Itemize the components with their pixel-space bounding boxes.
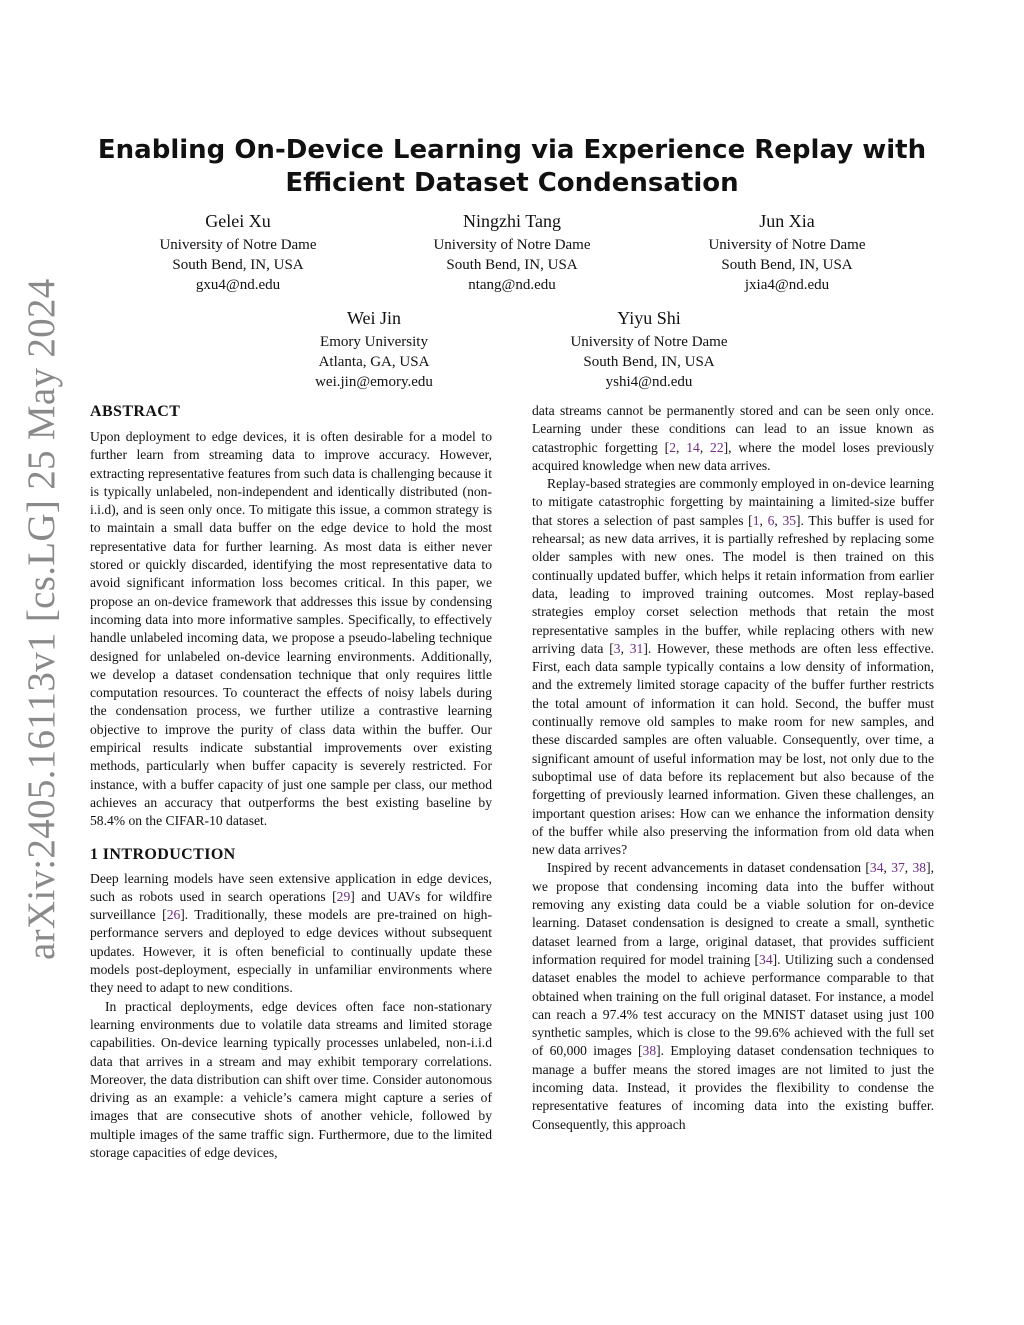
citation-link[interactable]: 34	[759, 951, 773, 967]
citation-link[interactable]: 2	[669, 439, 676, 455]
author-block-3	[687, 209, 887, 295]
left-column	[90, 402, 492, 1162]
abstract-heading: ABSTRACT	[90, 403, 181, 420]
paper-title	[90, 134, 934, 200]
author-name: Jun Xia	[759, 211, 815, 231]
citation-link[interactable]: 31	[629, 640, 644, 656]
intro-paragraph-1: Deep learning models have seen extensive application in edge devices, such as robots used in search operations [29] and UAVs for wildfire surveillance [26]. Traditionally, these models are pre-trained on high-performance servers and deployed to edge devices without subsequent updates. However, it is often beneficial to continually update these models post-deployment, especially in unfamiliar environments where they need to adapt to new conditions.	[90, 870, 492, 996]
citation-link[interactable]: 1	[752, 512, 760, 528]
intro-paragraph-2: In practical deployments, edge devices often face non-stationary learning environments due to volatile data streams and limited storage capabilities. On-device learning typically processes unlabeled, non-i.i.d data that arrives in a stream and may exhibit temporary correlations. Moreover, the data distribution can shift over time. Consider autonomous driving as an example: a vehicle’s camera might capture a series of images that are consecutive shots of another vehicle, followed by multiple images of the same traffic sign. Furthermore, due to the limited storage capacities of edge devices,	[90, 998, 492, 1160]
author-name: Wei Jin	[346, 308, 402, 328]
intro-paragraph-2-continued: data streams cannot be permanently stored and can be seen only once. Learning under these conditions can lead to an issue known as catastrophic forgetting [2, 14, 22], where the model loses previously acquired knowledge when new data arrives.	[532, 403, 935, 473]
author-location: South Bend, IN, USA	[583, 354, 715, 370]
citation-link[interactable]: 38	[912, 860, 927, 876]
right-column	[532, 402, 934, 1134]
author-name: Gelei Xu	[205, 211, 271, 231]
author-block-2	[412, 209, 612, 295]
citation-link[interactable]: 35	[782, 512, 797, 528]
author-email: yshi4@nd.edu	[605, 374, 693, 390]
citation-link[interactable]: 38	[642, 1043, 657, 1059]
author-email: ntang@nd.edu	[468, 277, 556, 293]
title-line-1: Enabling On-Device Learning via Experience Replay with	[97, 135, 927, 165]
author-location: Atlanta, GA, USA	[318, 354, 430, 370]
author-name: Yiyu Shi	[617, 308, 681, 328]
author-affiliation: University of Notre Dame	[159, 237, 317, 253]
intro-paragraph-4: Inspired by recent advancements in dataset condensation [34, 37, 38], we propose that condensing incoming data into the buffer without removing any existing data could be a viable solution for on-device learning. Dataset condensation is designed to create a small, synthetic dataset learned from a large, original dataset, that provides sufficient information required for model training [34]. Utilizing such a condensed dataset enables the model to achieve performance comparable to that obtained when training on the full original dataset. For instance, a model can reach a 97.4% test accuracy on the MNIST dataset using just 100 synthetic samples, which is close to the 99.6% achieved with the full set of 60,000 images [38]. Employing dataset condensation techniques to manage a buffer means the stored images are not limited to just the incoming data. Instead, it provides the flexibility to condense the representative features of incoming data into the existing buffer. Consequently, this approach	[532, 860, 934, 1132]
abstract-text: Upon deployment to edge devices, it is often desirable for a model to further learn from streaming data to improve accuracy. However, extracting representative features from such data is challenging because it is typically unlabeled, non-independent and identically distributed (non-i.i.d), and is seen only once. To mitigate this issue, a common strategy is to maintain a small data buffer on the edge device to hold the most representative data for further learning. As most data is either never stored or quickly discarded, identifying the most representative data to avoid significant information loss becomes critical. In this paper, we propose an on-device framework that addresses this issue by condensing incoming data into more informative samples. Specifically, to effectively handle unlabeled incoming data, we propose a pseudo-labeling technique designed for unlabeled on-device learning environments. Additionally, we develop a dataset condensation technique that only requires little computation resources. To counteract the effects of noisy labels during the condensation process, we further utilize a contrastive learning objective to improve the purity of class data within the buffer. Our empirical results indicate substantial improvements over existing methods, particularly when buffer capacity is severely restricted. For instance, with a buffer capacity of just one sample per class, our method achieves an accuracy that outperforms the best existing baseline by 58.4% on the CIFAR-10 dataset.	[90, 429, 492, 829]
author-location: South Bend, IN, USA	[721, 257, 853, 273]
citation-link[interactable]: 3	[613, 640, 621, 656]
author-affiliation: University of Notre Dame	[433, 237, 591, 253]
introduction-heading: 1 INTRODUCTION	[90, 845, 236, 863]
citation-link[interactable]: 29	[336, 888, 351, 904]
citation-link[interactable]: 6	[767, 512, 775, 528]
author-location: South Bend, IN, USA	[172, 257, 304, 273]
intro-paragraph-3: Replay-based strategies are commonly employed in on-device learning to mitigate catastrophic forgetting by maintaining a limited-size buffer that stores a selection of past samples [1, 6, 35]. This buffer is used for rehearsal; as new data arrives, it is partially refreshed by replacing some older samples with new ones. The model is then trained on this continually updated buffer, which helps it retain information from earlier data, leading to improved training outcomes. Most replay-based strategies employ corset selection methods that retain the most representative samples in the buffer, while replacing others with new arriving data [3, 31]. However, these methods are often less effective. First, each data sample typically contains a low density of information, and the extremely limited storage capacity of the buffer further restricts the total amount of information it can hold. Second, the buffer must continually remove old samples to make room for new samples, and these discarded samples are often valuable. Consequently, over time, a significant amount of useful information may be lost, not only due to the suboptimal use of data before its replacement but also because of the forgetting of previously learned information. Given these challenges, an important question arises: How can we enhance the information density of the buffer while also preserving the information from old data when new data arrives?	[532, 476, 935, 858]
author-location: South Bend, IN, USA	[446, 257, 578, 273]
citation-link[interactable]: 14	[686, 439, 700, 455]
arxiv-identifier: arXiv:2405.16113v1 [cs.LG] 25 May 2024	[20, 278, 63, 960]
author-block-1	[138, 209, 338, 295]
author-email: gxu4@nd.edu	[195, 277, 281, 293]
author-name: Ningzhi Tang	[463, 211, 561, 231]
author-affiliation: University of Notre Dame	[708, 237, 866, 253]
author-email: wei.jin@emory.edu	[315, 374, 433, 390]
author-block-4	[274, 306, 474, 392]
author-block-5	[549, 306, 749, 392]
title-line-2: Efficient Dataset Condensation	[285, 168, 739, 198]
author-email: jxia4@nd.edu	[744, 277, 830, 293]
citation-link[interactable]: 22	[710, 439, 724, 455]
author-affiliation: Emory University	[320, 334, 428, 350]
citation-link[interactable]: 37	[891, 860, 905, 876]
citation-link[interactable]: 34	[869, 860, 884, 876]
author-affiliation: University of Notre Dame	[570, 334, 728, 350]
citation-link[interactable]: 26	[166, 907, 181, 923]
